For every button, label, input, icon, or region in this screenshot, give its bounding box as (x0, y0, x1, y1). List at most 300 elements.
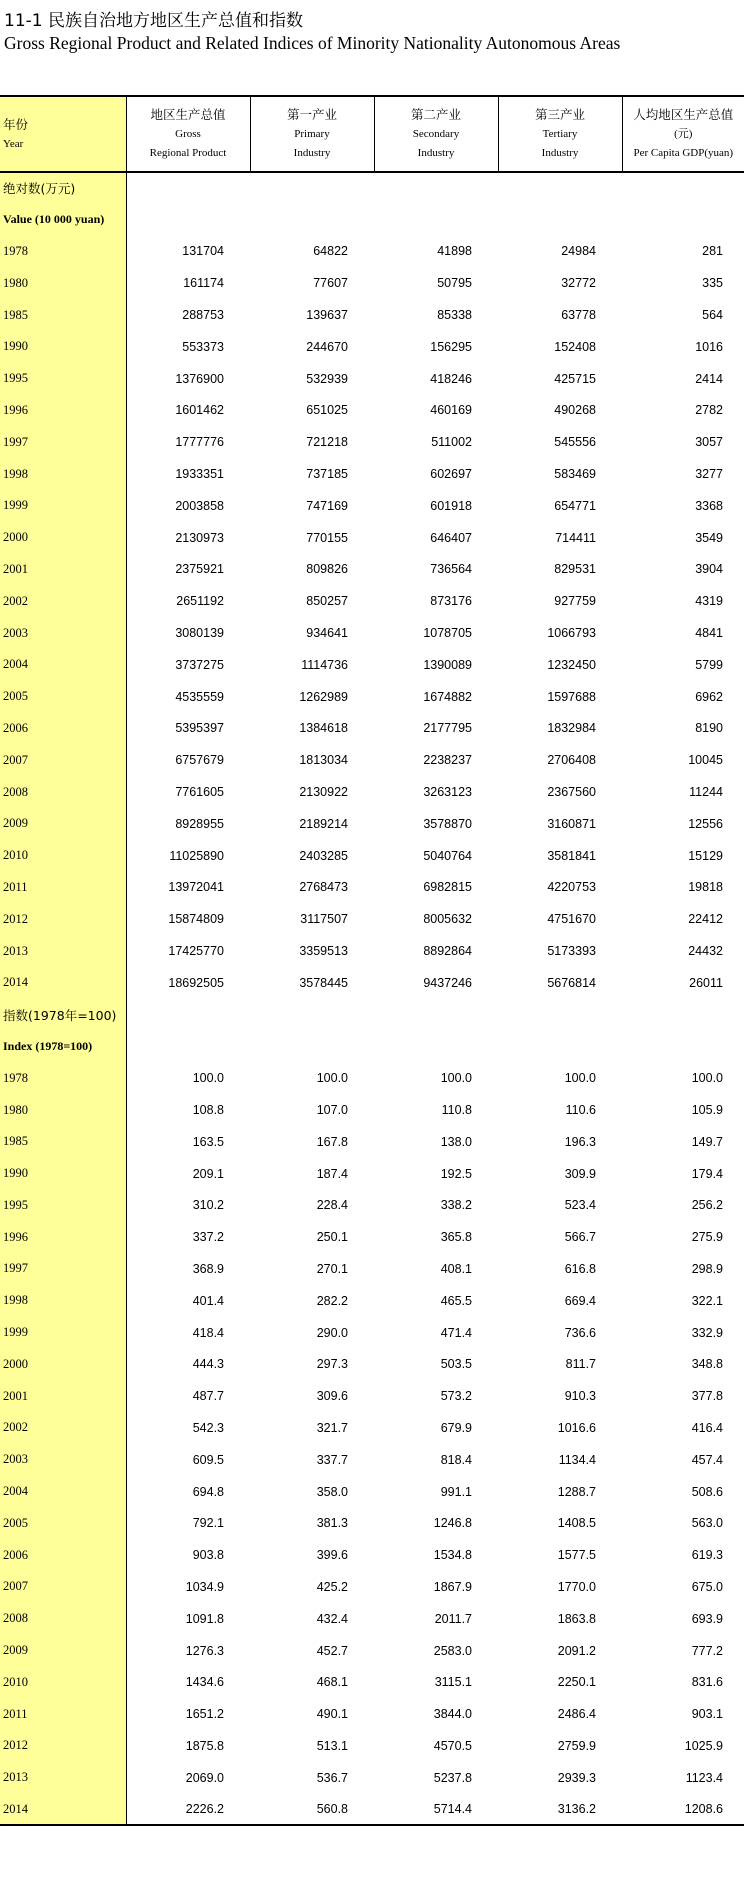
row-value: 523.4 (564, 1198, 596, 1213)
row-year: 2007 (0, 744, 126, 776)
row-value: 1434.6 (185, 1675, 224, 1690)
row-value: 6962 (695, 689, 723, 704)
row-value: 270.1 (316, 1261, 348, 1276)
row-value: 17425770 (168, 944, 224, 959)
section-label-en: Index (1978=100) (0, 1031, 126, 1063)
row-year: 2014 (0, 967, 126, 999)
row-year: 2003 (0, 617, 126, 649)
row-value: 2939.3 (557, 1770, 596, 1785)
row-value: 322.1 (691, 1293, 723, 1308)
row-value: 418246 (430, 371, 472, 386)
row-value: 105.9 (691, 1103, 723, 1117)
row-value: 2238237 (423, 753, 472, 768)
row-value: 8892864 (423, 944, 472, 959)
row-value: 583469 (554, 467, 596, 482)
row-year: 1990 (0, 331, 126, 363)
table-row (0, 903, 744, 935)
row-value: 24984 (561, 244, 596, 259)
row-value: 1933351 (175, 467, 224, 482)
empty-cell (250, 1031, 374, 1063)
header-en-1: Primary (294, 128, 330, 140)
row-value: 2768473 (299, 880, 348, 895)
row-value: 1534.8 (433, 1548, 472, 1563)
header-gross-regional-product (126, 96, 250, 172)
row-value: 737185 (306, 467, 348, 482)
row-value: 1863.8 (557, 1611, 596, 1626)
row-value: 309.9 (564, 1166, 596, 1181)
row-value: 829531 (554, 562, 596, 577)
row-value: 1034.9 (185, 1579, 224, 1594)
row-year: 2001 (0, 1380, 126, 1412)
row-value: 566.7 (564, 1230, 596, 1245)
row-value: 747169 (306, 498, 348, 513)
row-year: 1985 (0, 1126, 126, 1158)
table-row (0, 1762, 744, 1794)
row-year: 1980 (0, 1094, 126, 1126)
row-value: 792.1 (192, 1516, 224, 1531)
row-value: 108.8 (192, 1103, 224, 1117)
empty-cell (250, 172, 374, 204)
row-year: 2012 (0, 903, 126, 935)
row-year: 2008 (0, 1603, 126, 1635)
row-value: 1813034 (299, 753, 348, 768)
header-tertiary-industry (498, 96, 622, 172)
row-value: 1025.9 (684, 1738, 723, 1753)
table-row (0, 299, 744, 331)
row-value: 468.1 (316, 1675, 348, 1690)
row-value: 100.0 (316, 1071, 348, 1086)
row-value: 156295 (430, 339, 472, 354)
row-value: 2706408 (547, 753, 596, 768)
row-value: 903.8 (192, 1548, 224, 1563)
section-label-row (0, 204, 744, 236)
row-value: 244670 (306, 339, 348, 354)
row-value: 542.3 (192, 1420, 224, 1435)
row-value: 5173393 (547, 944, 596, 959)
table-row (0, 522, 744, 554)
header-year-cn: 年份 (3, 116, 29, 132)
row-value: 2759.9 (557, 1738, 596, 1753)
row-value: 934641 (306, 626, 348, 641)
header-en-1: Gross (175, 128, 201, 140)
row-value: 4841 (695, 626, 723, 641)
row-value: 10045 (688, 753, 723, 768)
row-value: 3115.1 (434, 1675, 472, 1690)
section-label-en: Value (10 000 yuan) (0, 204, 126, 236)
row-value: 100.0 (691, 1071, 723, 1086)
header-primary-industry (250, 96, 374, 172)
empty-cell (622, 1031, 744, 1063)
row-year: 2000 (0, 1348, 126, 1380)
empty-cell (622, 172, 744, 204)
empty-cell (622, 999, 744, 1031)
row-value: 8190 (695, 721, 723, 736)
row-value: 310.2 (192, 1198, 224, 1213)
row-value: 573.2 (440, 1389, 472, 1404)
table-row (0, 426, 744, 458)
row-value: 5676814 (547, 975, 596, 990)
row-year: 2005 (0, 681, 126, 713)
table-row (0, 554, 744, 586)
row-value: 3737275 (175, 657, 224, 672)
row-value: 12556 (688, 816, 723, 831)
row-value: 15874809 (168, 912, 224, 927)
row-value: 850257 (306, 594, 348, 609)
row-value: 4570.5 (433, 1738, 472, 1753)
row-value: 675.0 (691, 1579, 723, 1594)
row-value: 3844.0 (433, 1707, 472, 1722)
table-row (0, 1603, 744, 1635)
row-value: 2403285 (299, 848, 348, 863)
row-value: 85338 (437, 308, 472, 323)
table-row (0, 490, 744, 522)
row-value: 1232450 (547, 657, 596, 672)
row-year: 2003 (0, 1444, 126, 1476)
row-value: 6982815 (423, 880, 472, 895)
row-value: 714411 (555, 530, 596, 545)
row-value: 425715 (554, 371, 596, 386)
row-value: 152408 (554, 339, 596, 354)
row-value: 149.7 (691, 1134, 723, 1149)
section-label-cn: 绝对数(万元) (0, 172, 126, 204)
row-value: 9437246 (423, 975, 472, 990)
row-value: 337.7 (316, 1452, 348, 1467)
statistics-table (0, 95, 744, 1826)
row-year: 1997 (0, 426, 126, 458)
header-en-1: (元) (674, 128, 693, 140)
row-year: 1996 (0, 1221, 126, 1253)
row-value: 196.3 (564, 1134, 596, 1149)
row-value: 11025890 (169, 848, 224, 863)
row-value: 209.1 (192, 1166, 224, 1181)
table-row (0, 1635, 744, 1667)
row-year: 1997 (0, 1253, 126, 1285)
row-value: 721218 (306, 435, 348, 450)
row-value: 508.6 (691, 1484, 723, 1499)
row-year: 2001 (0, 554, 126, 586)
row-value: 275.9 (691, 1230, 723, 1245)
row-year: 1978 (0, 1062, 126, 1094)
table-row (0, 331, 744, 363)
row-value: 1384618 (299, 721, 348, 736)
row-year: 2009 (0, 1635, 126, 1667)
row-value: 903.1 (691, 1707, 723, 1722)
table-row (0, 1412, 744, 1444)
table-row (0, 1190, 744, 1222)
header-cn: 第二产业 (410, 107, 461, 122)
row-value: 4220753 (547, 880, 596, 895)
row-value: 11244 (689, 785, 723, 800)
row-value: 511002 (431, 435, 472, 450)
row-value: 616.8 (564, 1261, 596, 1276)
row-value: 1288.7 (557, 1484, 596, 1499)
row-value: 1246.8 (433, 1516, 472, 1531)
row-value: 646407 (430, 530, 472, 545)
header-en-1: Tertiary (542, 128, 578, 140)
row-value: 298.9 (691, 1261, 723, 1276)
row-year: 2013 (0, 935, 126, 967)
row-value: 4751670 (547, 912, 596, 927)
row-value: 64822 (313, 244, 348, 259)
table-row (0, 1444, 744, 1476)
row-value: 3578870 (423, 816, 472, 831)
row-value: 2226.2 (126, 1794, 250, 1826)
table-row (0, 458, 744, 490)
row-value: 1597688 (547, 689, 596, 704)
row-value: 63778 (561, 308, 596, 323)
table-row (0, 840, 744, 872)
row-value: 3277 (695, 467, 723, 482)
row-value: 335 (702, 276, 723, 291)
row-value: 3080139 (175, 626, 224, 641)
row-value: 2486.4 (557, 1707, 596, 1722)
row-value: 1276.3 (185, 1643, 224, 1658)
row-value: 654771 (554, 498, 596, 513)
empty-cell (250, 999, 374, 1031)
row-value: 619.3 (691, 1548, 723, 1563)
row-year: 1998 (0, 458, 126, 490)
row-value: 1016.6 (557, 1420, 596, 1435)
row-value: 22412 (688, 912, 723, 927)
row-value: 2375921 (175, 562, 224, 577)
row-value: 471.4 (440, 1325, 472, 1340)
row-value: 7761605 (175, 785, 224, 800)
row-value: 50795 (437, 276, 472, 291)
table-row (0, 1317, 744, 1349)
row-year: 2014 (0, 1794, 126, 1826)
row-value: 1123.4 (685, 1770, 723, 1785)
table-row (0, 1348, 744, 1380)
row-value: 100.0 (440, 1071, 472, 1086)
table-row (0, 808, 744, 840)
row-value: 490268 (554, 403, 596, 418)
row-value: 358.0 (316, 1484, 348, 1499)
row-value: 187.4 (316, 1166, 348, 1181)
row-value: 5799 (695, 657, 723, 672)
row-value: 873176 (430, 594, 472, 609)
row-value: 452.7 (316, 1643, 348, 1658)
row-value: 2011.7 (434, 1611, 472, 1626)
row-year: 2006 (0, 713, 126, 745)
row-year: 2009 (0, 808, 126, 840)
row-value: 167.8 (316, 1134, 348, 1149)
row-value: 19818 (688, 880, 723, 895)
table-row (0, 1698, 744, 1730)
empty-cell (374, 204, 498, 236)
row-year: 2011 (0, 872, 126, 904)
empty-cell (126, 1031, 250, 1063)
table-row (0, 1539, 744, 1571)
row-value: 2414 (695, 371, 723, 386)
row-value: 1777776 (175, 435, 224, 450)
header-en-2: Regional Product (149, 147, 227, 159)
row-value: 1408.5 (557, 1516, 596, 1531)
table-row (0, 1666, 744, 1698)
row-value: 8005632 (423, 912, 472, 927)
row-value: 545556 (554, 435, 596, 450)
table-row (0, 1253, 744, 1285)
row-value: 332.9 (691, 1325, 723, 1340)
row-value: 2130922 (299, 785, 348, 800)
table-row (0, 935, 744, 967)
table-row (0, 1380, 744, 1412)
empty-cell (374, 999, 498, 1031)
row-year: 1990 (0, 1158, 126, 1190)
row-value: 513.1 (316, 1738, 348, 1753)
row-value: 2189214 (299, 816, 348, 831)
row-value: 1577.5 (557, 1548, 596, 1563)
row-value: 1674882 (423, 689, 472, 704)
row-year: 2013 (0, 1762, 126, 1794)
row-value: 563.0 (691, 1516, 723, 1531)
row-value: 401.4 (192, 1293, 224, 1308)
row-value: 13972041 (168, 880, 224, 895)
row-value: 365.8 (440, 1230, 472, 1245)
row-value: 110.6 (565, 1103, 596, 1117)
section-label-cn: 指数(1978年=100) (0, 999, 126, 1031)
table-row (0, 1730, 744, 1762)
table-row (0, 681, 744, 713)
row-value: 651025 (306, 403, 348, 418)
row-value: 3904 (695, 562, 723, 577)
table-row (0, 236, 744, 268)
row-value: 609.5 (192, 1452, 224, 1467)
row-value: 250.1 (316, 1230, 348, 1245)
row-value: 991.1 (440, 1484, 472, 1499)
row-year: 2011 (0, 1698, 126, 1730)
row-value: 2003858 (175, 498, 224, 513)
row-value: 460169 (430, 403, 472, 418)
row-value: 418.4 (192, 1325, 224, 1340)
header-year (0, 96, 126, 172)
row-year: 1999 (0, 490, 126, 522)
row-value: 337.2 (192, 1230, 224, 1245)
row-value: 107.0 (316, 1103, 348, 1117)
row-value: 1208.6 (622, 1794, 744, 1826)
row-value: 564 (702, 308, 723, 323)
row-value: 399.6 (316, 1548, 348, 1563)
row-value: 1601462 (175, 403, 224, 418)
header-per-capita-gdp (622, 96, 744, 172)
row-value: 2583.0 (433, 1643, 472, 1658)
row-value: 8928955 (175, 816, 224, 831)
row-value: 503.5 (440, 1357, 472, 1372)
row-value: 381.3 (316, 1516, 348, 1531)
row-value: 2091.2 (557, 1643, 596, 1658)
row-value: 163.5 (192, 1134, 224, 1149)
row-year: 2004 (0, 649, 126, 681)
row-value: 1867.9 (433, 1579, 472, 1594)
row-value: 4535559 (175, 689, 224, 704)
row-value: 809826 (306, 562, 348, 577)
row-year: 1978 (0, 236, 126, 268)
row-year: 1999 (0, 1317, 126, 1349)
row-value: 811.7 (565, 1357, 596, 1372)
row-value: 192.5 (440, 1166, 472, 1181)
row-year: 2007 (0, 1571, 126, 1603)
row-value: 161174 (183, 276, 224, 291)
row-value: 669.4 (564, 1293, 596, 1308)
row-value: 100.0 (564, 1071, 596, 1086)
section-label-row (0, 172, 744, 204)
empty-cell (498, 172, 622, 204)
row-value: 425.2 (316, 1579, 348, 1594)
row-value: 3160871 (547, 816, 596, 831)
table-row (0, 1794, 744, 1826)
row-value: 288753 (182, 308, 224, 323)
row-year: 2002 (0, 585, 126, 617)
row-value: 2130973 (175, 530, 224, 545)
row-value: 1091.8 (185, 1611, 224, 1626)
row-value: 110.8 (441, 1103, 472, 1117)
section-label-row (0, 1031, 744, 1063)
row-value: 1078705 (423, 626, 472, 641)
header-cn: 第一产业 (286, 107, 337, 122)
row-value: 770155 (306, 530, 348, 545)
row-value: 100.0 (192, 1071, 224, 1086)
table-row (0, 713, 744, 745)
row-value: 408.1 (440, 1261, 472, 1276)
table-row (0, 1126, 744, 1158)
row-value: 18692505 (168, 975, 224, 990)
row-value: 679.9 (440, 1420, 472, 1435)
row-value: 377.8 (691, 1389, 723, 1404)
row-value: 3359513 (299, 944, 348, 959)
row-value: 3549 (695, 530, 723, 545)
table-row (0, 1221, 744, 1253)
row-value: 3578445 (299, 975, 348, 990)
row-value: 1770.0 (557, 1579, 596, 1594)
row-year: 1995 (0, 363, 126, 395)
row-value: 3368 (695, 498, 723, 513)
empty-cell (126, 172, 250, 204)
row-value: 228.4 (316, 1198, 348, 1213)
table-row (0, 1094, 744, 1126)
header-cn: 人均地区生产总值 (633, 107, 734, 122)
row-value: 1651.2 (185, 1707, 224, 1722)
row-value: 138.0 (440, 1134, 472, 1149)
row-value: 5395397 (175, 721, 224, 736)
empty-cell (126, 204, 250, 236)
table-row (0, 1062, 744, 1094)
row-value: 309.6 (316, 1389, 348, 1404)
row-value: 3117507 (300, 912, 348, 927)
empty-cell (622, 204, 744, 236)
row-value: 348.8 (691, 1357, 723, 1372)
row-value: 2250.1 (557, 1675, 596, 1690)
row-value: 532939 (306, 371, 348, 386)
row-year: 2010 (0, 840, 126, 872)
row-value: 1390089 (423, 657, 472, 672)
table-row (0, 744, 744, 776)
section-label-row (0, 999, 744, 1031)
row-value: 3581841 (547, 848, 596, 863)
row-value: 465.5 (440, 1293, 472, 1308)
table-row (0, 1507, 744, 1539)
row-value: 777.2 (691, 1643, 723, 1658)
table-row (0, 617, 744, 649)
row-value: 5714.4 (374, 1794, 498, 1826)
table-row (0, 649, 744, 681)
row-year: 2000 (0, 522, 126, 554)
row-value: 297.3 (316, 1357, 348, 1372)
row-value: 1114736 (301, 657, 348, 672)
empty-cell (126, 999, 250, 1031)
row-value: 736564 (430, 562, 472, 577)
header-year-en: Year (3, 137, 24, 150)
table-row (0, 776, 744, 808)
table-row (0, 363, 744, 395)
